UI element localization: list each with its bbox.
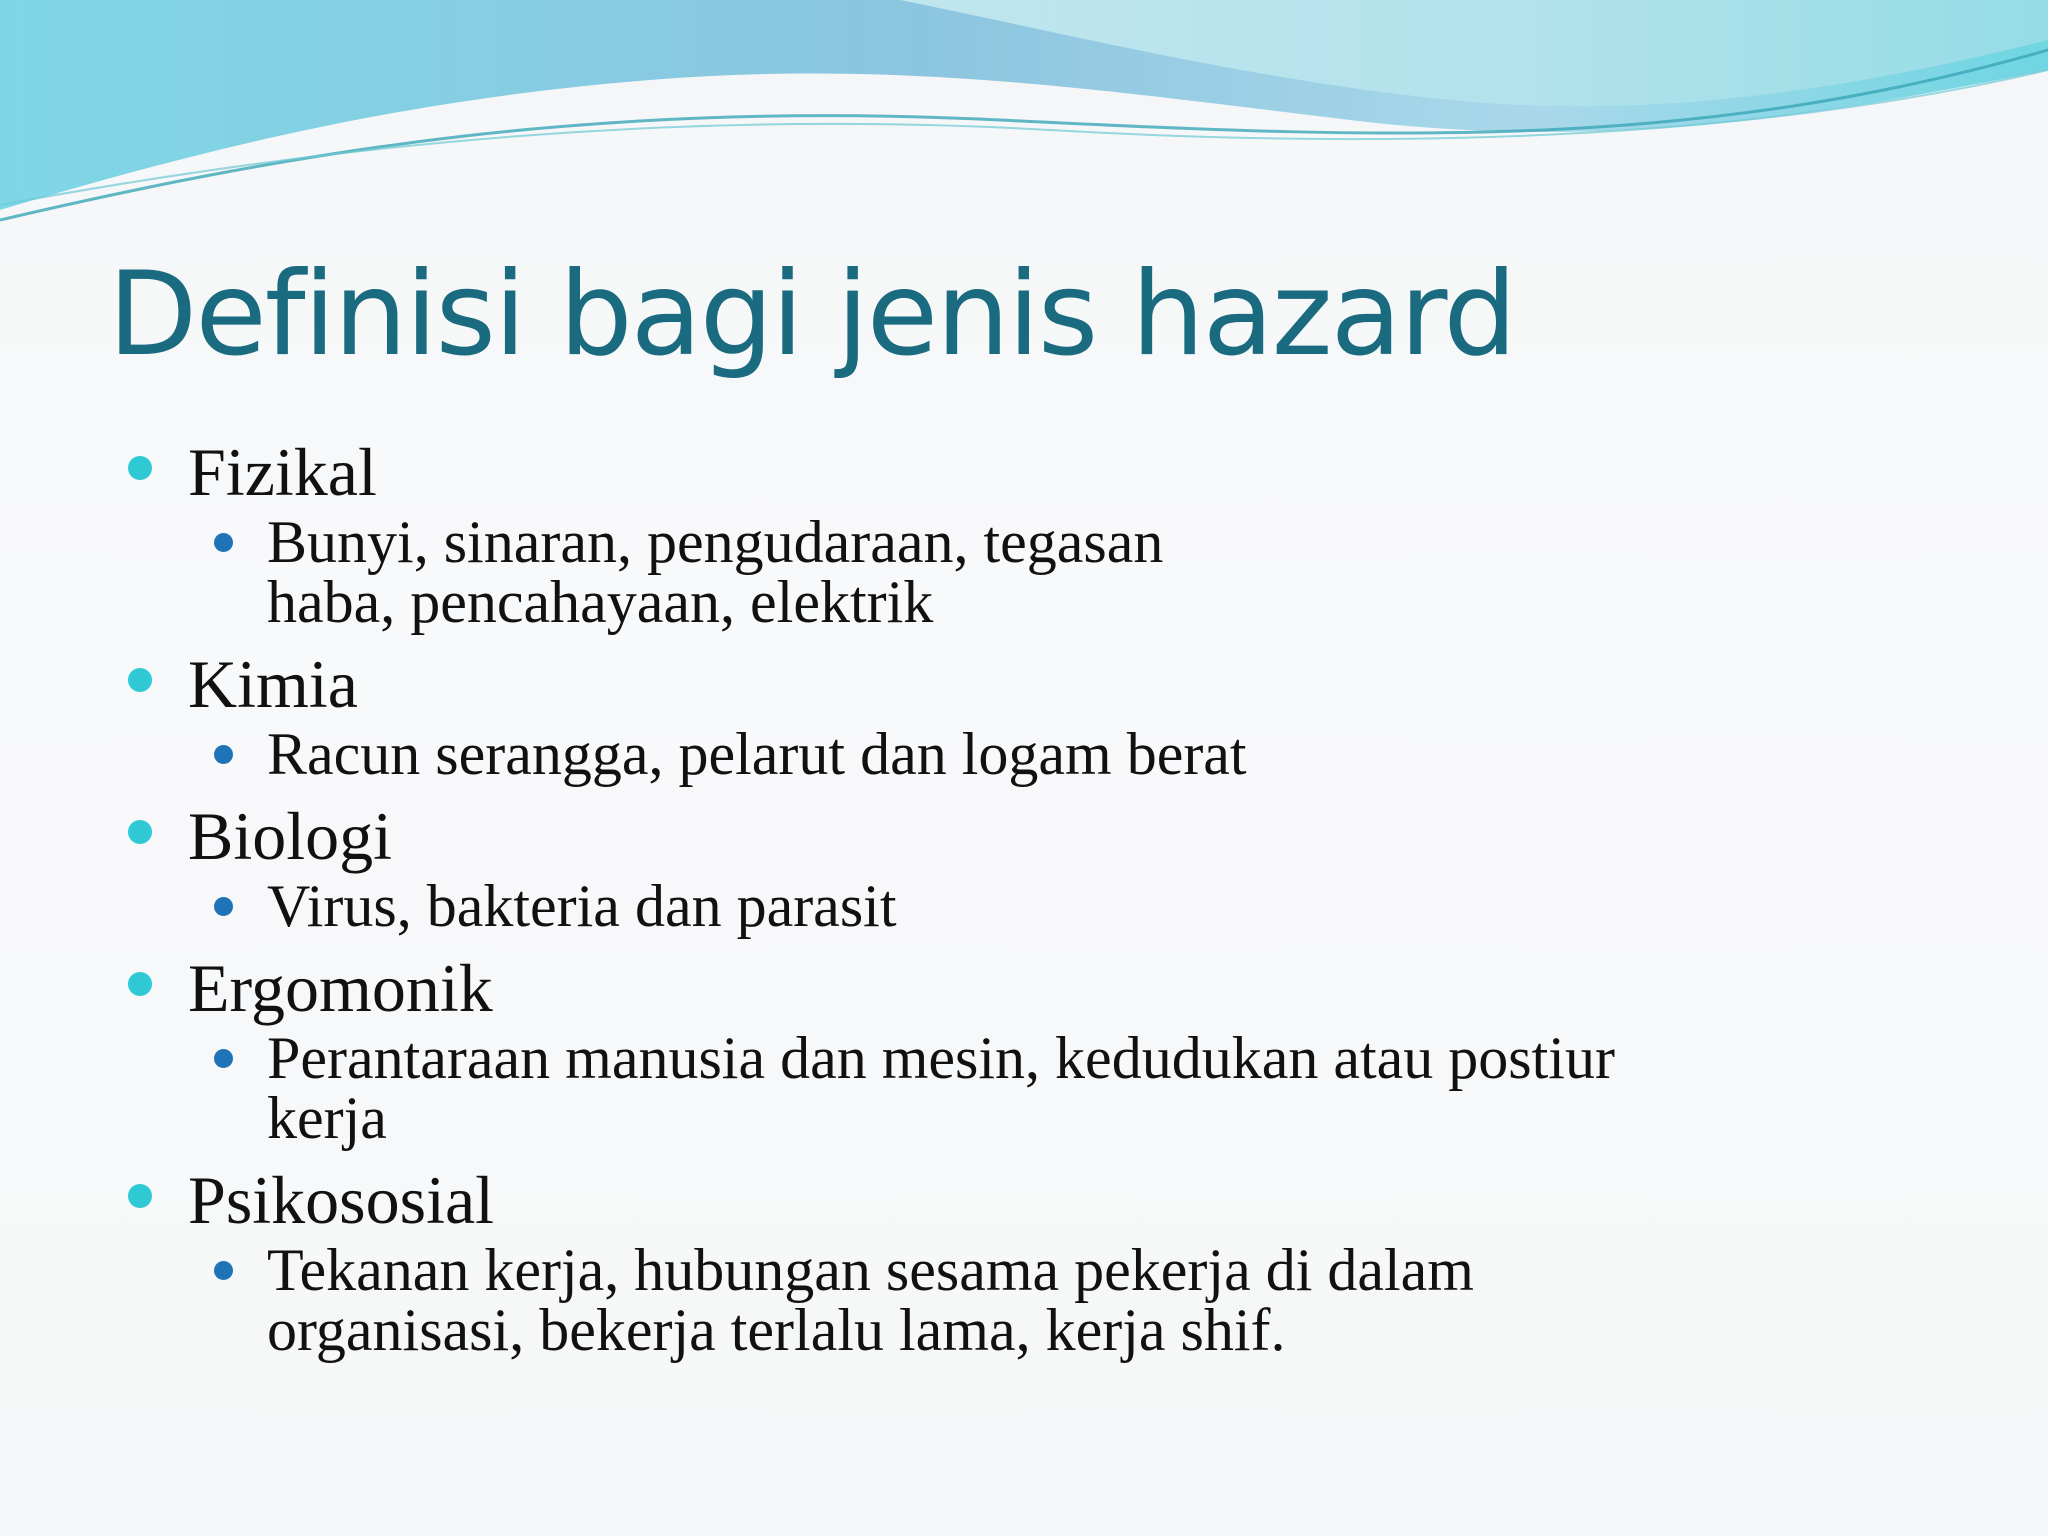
item-detail: Tekanan kerja, hubungan sesama pekerja di dalam organisasi, bekerja terlalu lama, kerja shif. [267, 1237, 1474, 1363]
list-item-kimia [128, 644, 1988, 724]
item-label: Psikososial [188, 1162, 495, 1238]
list-item-ergomonik [128, 948, 1988, 1028]
list-item-psikososial [128, 1160, 1988, 1240]
item-label: Ergomonik [188, 950, 493, 1026]
cyan-dot-bullet-icon [128, 668, 152, 692]
sub-item-kimia-detail [214, 721, 1988, 787]
item-detail: Racun serangga, pelarut dan logam berat [267, 721, 1247, 787]
cyan-dot-bullet-icon [128, 820, 152, 844]
item-label: Biologi [188, 798, 393, 874]
item-label: Kimia [188, 646, 358, 722]
item-detail: Bunyi, sinaran, pengudaraan, tegasan haba, pencahayaan, elektrik [267, 509, 1164, 635]
item-detail: Virus, bakteria dan parasit [267, 873, 897, 939]
blue-dot-bullet-icon [214, 1049, 233, 1068]
cyan-dot-bullet-icon [128, 1184, 152, 1208]
blue-dot-bullet-icon [214, 897, 233, 916]
list-item-fizikal [128, 432, 1988, 512]
blue-dot-bullet-icon [214, 533, 233, 552]
bullet-list [128, 432, 1988, 1372]
sub-item-biologi-detail [214, 873, 1988, 939]
item-detail: Perantaraan manusia dan mesin, kedudukan atau postiur kerja [267, 1025, 1615, 1151]
sub-item-fizikal-detail [214, 509, 1988, 635]
sub-item-psikososial-detail [214, 1237, 1988, 1363]
cyan-dot-bullet-icon [128, 456, 152, 480]
blue-dot-bullet-icon [214, 745, 233, 764]
wave-header-decoration [0, 0, 2048, 240]
sub-item-ergomonik-detail [214, 1025, 1988, 1151]
list-item-biologi [128, 796, 1988, 876]
item-label: Fizikal [188, 434, 377, 510]
cyan-dot-bullet-icon [128, 972, 152, 996]
slide-title: Definisi bagi jenis hazard [108, 247, 1516, 382]
blue-dot-bullet-icon [214, 1261, 233, 1280]
